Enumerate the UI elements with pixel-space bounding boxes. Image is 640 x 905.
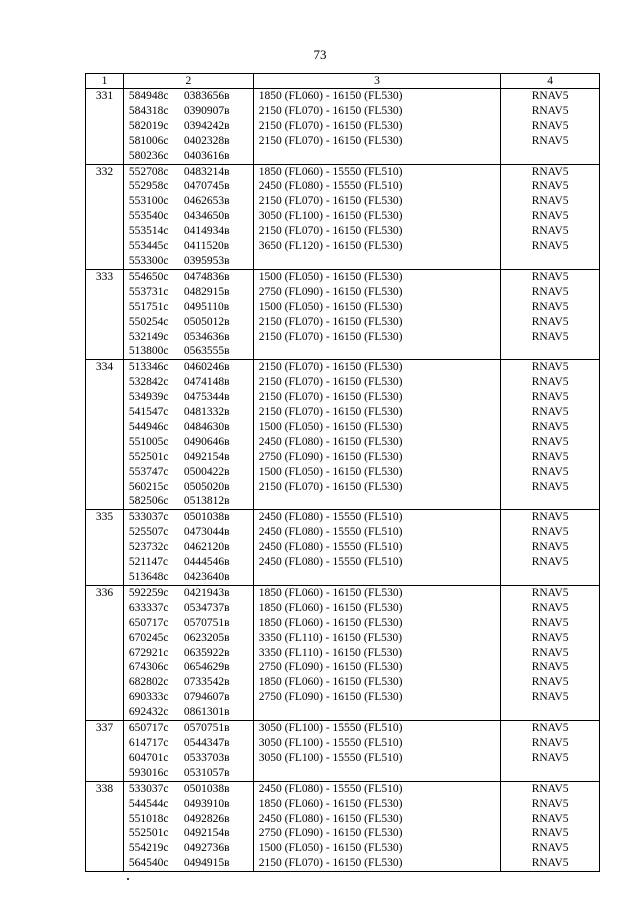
point-longitude: 0482915в	[183, 285, 230, 298]
point-longitude: 0861301в	[183, 706, 230, 719]
route-point	[124, 179, 253, 194]
point-latitude: 670245с	[128, 631, 169, 644]
route-point	[124, 435, 253, 450]
nav-spec: RNAV5	[531, 857, 569, 870]
route-number: 331	[86, 89, 124, 165]
route-point	[124, 104, 253, 119]
point-longitude: 0533703в	[183, 751, 230, 764]
nav-spec: RNAV5	[531, 406, 569, 419]
point-longitude: 0534636в	[183, 330, 230, 343]
altitude-cell	[253, 585, 501, 720]
altitude-range: 1500 (FL050) - 16150 (FL530)	[258, 420, 403, 433]
route-number: 337	[86, 721, 124, 782]
point-longitude: 0492736в	[183, 842, 230, 855]
point-longitude: 0505012в	[183, 315, 230, 328]
point-latitude: 521147с	[128, 556, 169, 569]
point-latitude: 552501с	[128, 450, 169, 463]
point-latitude: 552708с	[128, 165, 169, 178]
route-number: 332	[86, 164, 124, 269]
altitude-range: 3050 (FL100) - 15550 (FL510)	[258, 722, 403, 735]
route-points-cell	[123, 360, 253, 510]
altitude-range: 3050 (FL100) - 16150 (FL530)	[258, 210, 403, 223]
point-longitude: 0483214в	[183, 165, 230, 178]
route-point	[124, 450, 253, 465]
point-latitude: 553514с	[128, 225, 169, 238]
altitude-range: 2450 (FL080) - 15550 (FL510)	[258, 511, 403, 524]
point-longitude: 0474148в	[183, 376, 230, 389]
nav-spec: RNAV5	[531, 601, 569, 614]
point-longitude: 0623205в	[183, 631, 230, 644]
route-point	[124, 751, 253, 766]
route-point	[124, 631, 253, 646]
route-number: 333	[86, 269, 124, 359]
route-point	[124, 494, 253, 509]
route-point	[124, 660, 253, 675]
route-point	[124, 134, 253, 149]
point-latitude: 523732с	[128, 541, 169, 554]
column-header-4: 4	[501, 74, 600, 89]
nav-spec: RNAV5	[531, 556, 569, 569]
altitude-range: 2750 (FL090) - 16150 (FL530)	[258, 661, 403, 674]
altitude-range: 2150 (FL070) - 16150 (FL530)	[258, 406, 403, 419]
point-latitude: 553445с	[128, 240, 169, 253]
point-longitude: 0434650в	[183, 210, 230, 223]
nav-spec: RNAV5	[531, 391, 569, 404]
altitude-cell	[253, 781, 501, 871]
nav-spec: RNAV5	[531, 797, 569, 810]
point-longitude: 0563555в	[183, 345, 230, 358]
route-point	[124, 586, 253, 601]
nav-spec: RNAV5	[531, 240, 569, 253]
nav-spec: RNAV5	[531, 691, 569, 704]
page-number: 73	[313, 47, 327, 62]
header-row	[86, 74, 600, 89]
route-point	[124, 344, 253, 359]
nav-spec: RNAV5	[531, 90, 569, 102]
route-number: 338	[86, 781, 124, 871]
point-longitude: 0534737в	[183, 601, 230, 614]
table-row	[86, 89, 600, 165]
column-header-1: 1	[86, 74, 124, 89]
altitude-range: 1850 (FL060) - 15550 (FL510)	[258, 165, 403, 178]
altitude-range: 2750 (FL090) - 16150 (FL530)	[258, 827, 403, 840]
point-latitude: 554650с	[128, 270, 169, 283]
route-point	[124, 675, 253, 690]
altitude-range: 2150 (FL070) - 16150 (FL530)	[258, 361, 403, 374]
nav-spec: RNAV5	[531, 616, 569, 629]
altitude-range: 3050 (FL100) - 15550 (FL510)	[258, 736, 403, 749]
altitude-range: 1850 (FL060) - 16150 (FL530)	[258, 797, 403, 810]
point-longitude: 0470745в	[183, 180, 230, 193]
point-latitude: 513648с	[128, 571, 169, 583]
point-latitude: 552958с	[128, 180, 169, 193]
point-latitude: 633337с	[128, 601, 169, 614]
point-latitude: 551018с	[128, 812, 169, 825]
point-longitude: 0403616в	[183, 149, 230, 162]
altitude-range: 2450 (FL080) - 15550 (FL510)	[258, 782, 403, 795]
nav-spec: RNAV5	[531, 541, 569, 554]
point-latitude: 580236с	[128, 149, 169, 162]
route-point	[124, 119, 253, 134]
point-longitude: 0494915в	[183, 857, 230, 870]
route-point	[124, 375, 253, 390]
point-latitude: 593016с	[128, 766, 169, 779]
route-point	[124, 330, 253, 345]
point-longitude: 0473044в	[183, 526, 230, 539]
altitude-range: 2150 (FL070) - 16150 (FL530)	[258, 857, 403, 870]
nav-spec: RNAV5	[531, 165, 569, 178]
point-longitude: 0501038в	[183, 782, 230, 795]
point-longitude: 0411520в	[183, 240, 230, 253]
nav-spec-cell	[501, 510, 600, 586]
route-point	[124, 690, 253, 705]
point-latitude: 672921с	[128, 646, 169, 659]
point-latitude: 650717с	[128, 616, 169, 629]
nav-spec: RNAV5	[531, 330, 569, 343]
nav-spec: RNAV5	[531, 180, 569, 193]
altitude-range: 1500 (FL050) - 16150 (FL530)	[258, 465, 403, 478]
point-longitude: 0474836в	[183, 270, 230, 283]
altitude-cell	[253, 269, 501, 359]
route-point	[124, 480, 253, 495]
route-point	[124, 300, 253, 315]
altitude-range: 2450 (FL080) - 16150 (FL530)	[258, 812, 403, 825]
table-row	[86, 781, 600, 871]
point-latitude: 550254с	[128, 315, 169, 328]
route-point	[124, 826, 253, 841]
altitude-range: 1850 (FL060) - 16150 (FL530)	[258, 676, 403, 689]
point-longitude: 0383656в	[183, 90, 230, 102]
point-longitude: 0531057в	[183, 766, 230, 779]
nav-spec-cell	[501, 585, 600, 720]
nav-spec: RNAV5	[531, 782, 569, 795]
nav-spec-cell	[501, 269, 600, 359]
altitude-range: 1850 (FL060) - 16150 (FL530)	[258, 601, 403, 614]
route-table-body	[86, 89, 600, 872]
point-longitude: 0570751в	[183, 616, 230, 629]
point-latitude: 532842с	[128, 376, 169, 389]
point-longitude: 0481332в	[183, 406, 230, 419]
altitude-range: 3650 (FL120) - 16150 (FL530)	[258, 240, 403, 253]
point-longitude: 0444546в	[183, 556, 230, 569]
point-longitude: 0570751в	[183, 722, 230, 735]
point-latitude: 532149с	[128, 330, 169, 343]
point-longitude: 0462653в	[183, 195, 230, 208]
point-longitude: 0484630в	[183, 420, 230, 433]
altitude-range: 3350 (FL110) - 16150 (FL530)	[258, 631, 403, 644]
nav-spec: RNAV5	[531, 270, 569, 283]
route-points-cell	[123, 721, 253, 782]
nav-spec: RNAV5	[531, 646, 569, 659]
nav-spec: RNAV5	[531, 285, 569, 298]
nav-spec: RNAV5	[531, 631, 569, 644]
route-point	[124, 224, 253, 239]
altitude-range: 2750 (FL090) - 16150 (FL530)	[258, 691, 403, 704]
nav-spec: RNAV5	[531, 420, 569, 433]
altitude-range: 2450 (FL080) - 15550 (FL510)	[258, 541, 403, 554]
route-points-cell	[123, 89, 253, 165]
point-latitude: 513346с	[128, 361, 169, 374]
nav-spec: RNAV5	[531, 134, 569, 147]
altitude-range: 2150 (FL070) - 16150 (FL530)	[258, 119, 403, 132]
altitude-cell	[253, 164, 501, 269]
route-point	[124, 841, 253, 856]
point-longitude: 0395953в	[183, 254, 230, 267]
route-point	[124, 165, 253, 180]
nav-spec: RNAV5	[531, 225, 569, 238]
route-number: 335	[86, 510, 124, 586]
nav-spec-cell	[501, 164, 600, 269]
altitude-cell	[253, 360, 501, 510]
route-point	[124, 209, 253, 224]
point-latitude: 553300с	[128, 254, 169, 267]
point-longitude: 0421943в	[183, 586, 230, 599]
point-latitude: 581006с	[128, 134, 169, 147]
altitude-range: 2150 (FL070) - 16150 (FL530)	[258, 315, 403, 328]
nav-spec: RNAV5	[531, 119, 569, 132]
altitude-range: 2150 (FL070) - 16150 (FL530)	[258, 134, 403, 147]
point-longitude: 0493910в	[183, 797, 230, 810]
point-longitude: 0500422в	[183, 465, 230, 478]
route-points-cell	[123, 781, 253, 871]
altitude-range: 2150 (FL070) - 16150 (FL530)	[258, 225, 403, 238]
route-point	[124, 601, 253, 616]
route-point	[124, 315, 253, 330]
table-row	[86, 164, 600, 269]
point-latitude: 534939с	[128, 391, 169, 404]
route-point	[124, 254, 253, 269]
nav-spec: RNAV5	[531, 210, 569, 223]
route-point	[124, 465, 253, 480]
nav-spec: RNAV5	[531, 300, 569, 313]
point-latitude: 560215с	[128, 480, 169, 493]
altitude-range: 2750 (FL090) - 16150 (FL530)	[258, 285, 403, 298]
point-latitude: 690333с	[128, 691, 169, 704]
table-row	[86, 721, 600, 782]
table-row	[86, 269, 600, 359]
nav-spec: RNAV5	[531, 661, 569, 674]
route-point	[124, 766, 253, 781]
point-longitude: 0492154в	[183, 827, 230, 840]
point-latitude: 692432с	[128, 706, 169, 719]
column-header-3: 3	[253, 74, 501, 89]
point-longitude: 0495110в	[183, 300, 230, 313]
nav-spec: RNAV5	[531, 195, 569, 208]
route-point	[124, 390, 253, 405]
point-longitude: 0733542в	[183, 676, 230, 689]
route-number: 334	[86, 360, 124, 510]
point-latitude: 552501с	[128, 827, 169, 840]
point-longitude: 0654629в	[183, 661, 230, 674]
nav-spec: RNAV5	[531, 751, 569, 764]
point-longitude: 0794607в	[183, 691, 230, 704]
point-latitude: 584948с	[128, 90, 169, 102]
altitude-range: 2150 (FL070) - 16150 (FL530)	[258, 330, 403, 343]
nav-spec-cell	[501, 360, 600, 510]
point-latitude: 551751с	[128, 300, 169, 313]
route-point	[124, 89, 253, 104]
route-point	[124, 570, 253, 585]
point-longitude: 0635922в	[183, 646, 230, 659]
point-longitude: 0505020в	[183, 480, 230, 493]
point-latitude: 650717с	[128, 722, 169, 735]
altitude-range: 2450 (FL080) - 15550 (FL510)	[258, 180, 403, 193]
altitude-cell	[253, 510, 501, 586]
table-row	[86, 585, 600, 720]
point-latitude: 553747с	[128, 465, 169, 478]
point-latitude: 554219с	[128, 842, 169, 855]
point-latitude: 674306с	[128, 661, 169, 674]
altitude-range: 3350 (FL110) - 16150 (FL530)	[258, 646, 403, 659]
altitude-range: 2450 (FL080) - 15550 (FL510)	[258, 556, 403, 569]
route-point	[124, 420, 253, 435]
point-latitude: 544544с	[128, 797, 169, 810]
altitude-range: 1500 (FL050) - 16150 (FL530)	[258, 270, 403, 283]
point-longitude: 0462120в	[183, 541, 230, 554]
route-point	[124, 856, 253, 871]
point-latitude: 584318с	[128, 104, 169, 117]
nav-spec-cell	[501, 781, 600, 871]
altitude-range: 1850 (FL060) - 16150 (FL530)	[258, 586, 403, 599]
nav-spec: RNAV5	[531, 480, 569, 493]
nav-spec: RNAV5	[531, 315, 569, 328]
route-point	[124, 616, 253, 631]
route-point	[124, 285, 253, 300]
point-longitude: 0390907в	[183, 104, 230, 117]
nav-spec: RNAV5	[531, 842, 569, 855]
nav-spec: RNAV5	[531, 722, 569, 735]
altitude-cell	[253, 89, 501, 165]
route-point	[124, 149, 253, 164]
route-table	[85, 73, 600, 872]
point-latitude: 614717с	[128, 736, 169, 749]
altitude-range: 2450 (FL080) - 15550 (FL510)	[258, 526, 403, 539]
point-latitude: 592259с	[128, 586, 169, 599]
point-longitude: 0460246в	[183, 361, 230, 374]
route-point	[124, 721, 253, 736]
point-longitude: 0492826в	[183, 812, 230, 825]
altitude-range: 1500 (FL050) - 16150 (FL530)	[258, 300, 403, 313]
route-point	[124, 510, 253, 525]
altitude-range: 1500 (FL050) - 16150 (FL530)	[258, 842, 403, 855]
point-longitude: 0402328в	[183, 134, 230, 147]
nav-spec-cell	[501, 89, 600, 165]
point-latitude: 533037с	[128, 511, 169, 524]
route-point	[124, 782, 253, 797]
route-point	[124, 797, 253, 812]
table-row	[86, 360, 600, 510]
point-latitude: 604701с	[128, 751, 169, 764]
point-longitude: 0544347в	[183, 736, 230, 749]
altitude-range: 2150 (FL070) - 16150 (FL530)	[258, 391, 403, 404]
point-latitude: 551005с	[128, 435, 169, 448]
route-point	[124, 270, 253, 285]
nav-spec: RNAV5	[531, 586, 569, 599]
nav-spec: RNAV5	[531, 511, 569, 524]
point-latitude: 533037с	[128, 782, 169, 795]
point-longitude: 0492154в	[183, 450, 230, 463]
point-latitude: 525507с	[128, 526, 169, 539]
point-longitude: 0501038в	[183, 511, 230, 524]
point-latitude: 553540с	[128, 210, 169, 223]
altitude-range: 1850 (FL060) - 16150 (FL530)	[258, 616, 403, 629]
route-point	[124, 239, 253, 254]
route-point	[124, 646, 253, 661]
nav-spec: RNAV5	[531, 465, 569, 478]
point-latitude: 553100с	[128, 195, 169, 208]
route-point	[124, 736, 253, 751]
point-longitude: 0414934в	[183, 225, 230, 238]
altitude-range: 3050 (FL100) - 15550 (FL510)	[258, 751, 403, 764]
point-latitude: 553731с	[128, 285, 169, 298]
nav-spec: RNAV5	[531, 812, 569, 825]
nav-spec: RNAV5	[531, 676, 569, 689]
route-point	[124, 525, 253, 540]
point-longitude: 0394242в	[183, 119, 230, 132]
altitude-range: 2750 (FL090) - 16150 (FL530)	[258, 450, 403, 463]
point-latitude: 544946с	[128, 420, 169, 433]
route-point	[124, 194, 253, 209]
route-point	[124, 812, 253, 827]
altitude-range: 2450 (FL080) - 16150 (FL530)	[258, 435, 403, 448]
route-points-cell	[123, 585, 253, 720]
route-points-cell	[123, 510, 253, 586]
altitude-range: 1850 (FL060) - 16150 (FL530)	[258, 90, 403, 102]
point-latitude: 564540с	[128, 857, 169, 870]
point-longitude: 0423640в	[183, 571, 230, 583]
route-point	[124, 540, 253, 555]
altitude-range: 2150 (FL070) - 16150 (FL530)	[258, 480, 403, 493]
nav-spec: RNAV5	[531, 361, 569, 374]
point-longitude: 0490646в	[183, 435, 230, 448]
point-latitude: 513800с	[128, 345, 169, 358]
altitude-range: 2150 (FL070) - 16150 (FL530)	[258, 104, 403, 117]
nav-spec-cell	[501, 721, 600, 782]
point-longitude: 0475344в	[183, 391, 230, 404]
route-point	[124, 705, 253, 720]
route-points-cell	[123, 269, 253, 359]
point-latitude: 582506с	[128, 495, 169, 508]
column-header-2: 2	[123, 74, 253, 89]
point-latitude: 541547с	[128, 406, 169, 419]
route-point	[124, 405, 253, 420]
point-longitude: 0513812в	[183, 495, 230, 508]
route-point	[124, 360, 253, 375]
point-latitude: 682802с	[128, 676, 169, 689]
route-number: 336	[86, 585, 124, 720]
altitude-range: 2150 (FL070) - 16150 (FL530)	[258, 376, 403, 389]
nav-spec: RNAV5	[531, 376, 569, 389]
route-points-cell	[123, 164, 253, 269]
stray-mark	[127, 878, 129, 880]
table-row	[86, 510, 600, 586]
altitude-range: 2150 (FL070) - 16150 (FL530)	[258, 195, 403, 208]
altitude-cell	[253, 721, 501, 782]
nav-spec: RNAV5	[531, 827, 569, 840]
nav-spec: RNAV5	[531, 104, 569, 117]
route-point	[124, 555, 253, 570]
nav-spec: RNAV5	[531, 435, 569, 448]
nav-spec: RNAV5	[531, 736, 569, 749]
point-latitude: 582019с	[128, 119, 169, 132]
nav-spec: RNAV5	[531, 526, 569, 539]
nav-spec: RNAV5	[531, 450, 569, 463]
